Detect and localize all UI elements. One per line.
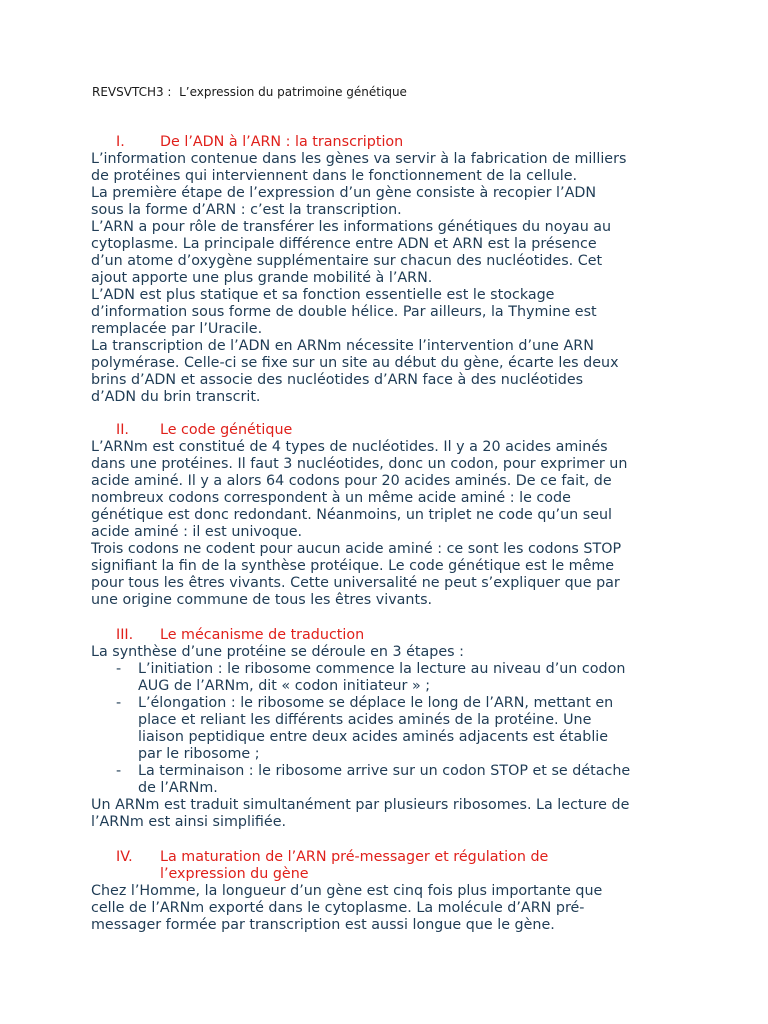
section-body <box>91 151 691 406</box>
section-heading <box>116 849 691 883</box>
paragraph: La transcription de l’ADN en ARNm nécessite l’intervention d’une ARN polymérase. Celle-ci se fixe sur un site au début du gène, écarte les deux brins d’ADN et associe des nucléotides d’ARN face à des nucléotides d’ADN du brin transcrit. <box>91 338 619 405</box>
paragraph: L’ADN est plus statique et sa fonction essentielle est le stockage d’information sous forme de double hélice. Par ailleurs, la Thymine est remplacée par l’Uracile. <box>91 287 597 337</box>
list-item <box>91 695 691 763</box>
section-number: IV. <box>116 849 133 865</box>
section-heading <box>116 627 691 644</box>
section-title: De l’ADN à l’ARN : la transcription <box>160 134 404 150</box>
section-translation <box>91 627 691 831</box>
steps-list <box>91 661 691 797</box>
paragraph: L’ARNm est constitué de 4 types de nucléotides. Il y a 20 acides aminés dans une protéines. Il faut 3 nucléotides, donc un codon, pour exprimer un acide aminé. Il y a alors 64 codons pour 20 acides aminés. De ce fait, de nombreux codons correspondent à un même acide aminé : le code génétique est donc redondant. Néanmoins, un triplet ne code qu’un seul acide aminé : il est univoque. <box>91 439 628 540</box>
section-maturation <box>91 849 691 934</box>
section-title: Le mécanisme de traduction <box>160 627 365 643</box>
list-item-text: L’initiation : le ribosome commence la lecture au niveau d’un codon AUG de l’ARNm, dit « codon initiateur » ; <box>138 661 626 694</box>
bullet-marker: - <box>116 661 122 677</box>
paragraph: La première étape de l’expression d’un gène consiste à recopier l’ADN sous la forme d’ARN : c’est la transcription. <box>91 185 597 218</box>
paragraph: Trois codons ne codent pour aucun acide aminé : ce sont les codons STOP signifiant la fin de la synthèse protéique. Le code génétique est le même pour tous les êtres vivants. Cette universalité ne peut s’expliquer que par une origine commune de tous les êtres vivants. <box>91 541 622 608</box>
section-number: II. <box>116 422 129 438</box>
bullet-marker: - <box>116 763 122 779</box>
paragraph: La synthèse d’une protéine se déroule en 3 étapes : <box>91 644 464 660</box>
list-item-text: L’élongation : le ribosome se déplace le long de l’ARN, mettant en place et reliant les différents acides aminés de la protéine. Une liaison peptidique entre deux acides aminés adjacents est établie par le ribosome ; <box>138 695 614 762</box>
section-body <box>91 439 691 609</box>
section-number: I. <box>116 134 125 150</box>
document-title: REVSVTCH3 : L’expression du patrimoine génétique <box>92 85 407 99</box>
section-title: La maturation de l’ARN pré-messager et régulation de l’expression du gène <box>160 849 549 882</box>
paragraph: Chez l’Homme, la longueur d’un gène est cinq fois plus importante que celle de l’ARNm exporté dans le cytoplasme. La molécule d’ARN pré- messager formée par transcription est aussi longue que le gène. <box>91 883 603 933</box>
section-genetic-code <box>91 422 691 609</box>
section-body <box>91 883 691 934</box>
bullet-marker: - <box>116 695 122 711</box>
list-item <box>91 661 691 695</box>
paragraph: Un ARNm est traduit simultanément par plusieurs ribosomes. La lecture de l’ARNm est ainsi simplifiée. <box>91 797 630 830</box>
section-number: III. <box>116 627 134 643</box>
paragraph: L’information contenue dans les gènes va servir à la fabrication de milliers de protéines qui interviennent dans le fonctionnement de la cellule. <box>91 151 627 184</box>
section-transcription <box>91 134 691 406</box>
section-body <box>91 644 691 831</box>
section-title: Le code génétique <box>160 422 293 438</box>
section-heading <box>116 422 691 439</box>
list-item-text: La terminaison : le ribosome arrive sur un codon STOP et se détache de l’ARNm. <box>138 763 631 796</box>
section-heading <box>116 134 691 151</box>
paragraph: L’ARN a pour rôle de transférer les informations génétiques du noyau au cytoplasme. La principale différence entre ADN et ARN est la présence d’un atome d’oxygène supplémentaire sur chacun des nucléotides. Cet ajout apporte une plus grande mobilité à l’ARN. <box>91 219 612 286</box>
list-item <box>91 763 691 797</box>
